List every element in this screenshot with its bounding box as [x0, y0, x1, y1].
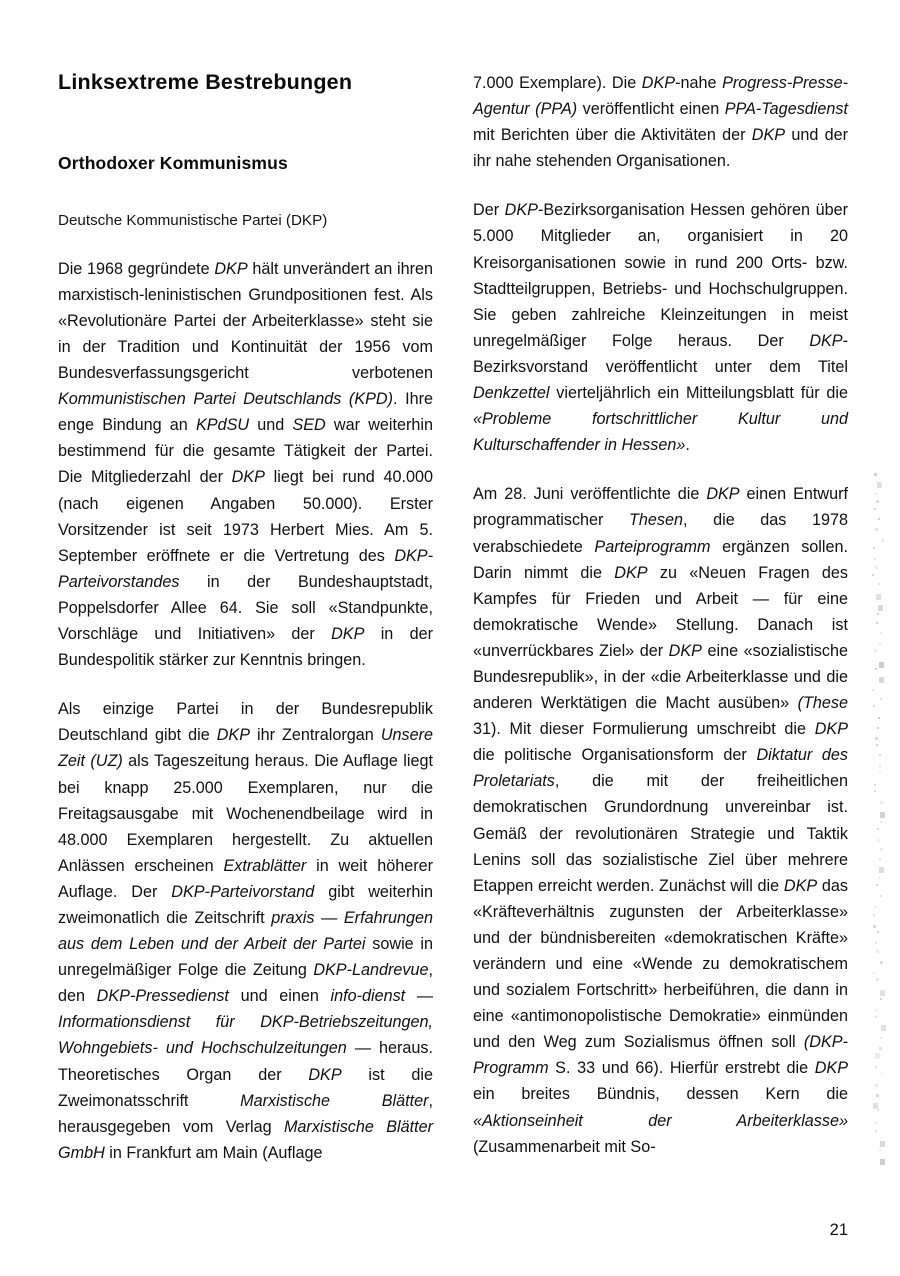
emphasis-run: DKP	[809, 331, 843, 350]
emphasis-run: DKP	[614, 563, 648, 582]
scan-speckle	[879, 771, 881, 773]
text-run: in weit höherer Auflage. Der	[58, 856, 433, 901]
text-run: und einen	[228, 987, 331, 1006]
emphasis-run: DKP	[308, 1065, 342, 1084]
text-run: , die das 1978 verabschiedete	[473, 511, 848, 556]
text-run: liegt bei rund 40.000 (nach eigenen Angaben 50.000). Erster Vorsitzender ist seit 1973 Herbert Mies. Am 5. September eröffnete er die Vertretung des	[58, 468, 433, 565]
scan-speckle	[875, 942, 877, 944]
scan-speckle	[880, 1141, 885, 1147]
text-run: ihr Zentralorgan	[250, 726, 381, 745]
scan-speckle	[873, 925, 876, 928]
scan-speckle	[879, 1149, 881, 1151]
emphasis-run: DKP	[641, 74, 676, 92]
text-run: Der	[473, 201, 505, 220]
scan-speckle	[878, 518, 880, 520]
emphasis-run: info-dienst — Informationsdienst für DKP-Betriebszeitungen, Wohngebiets- und Hochschulzeitungen	[58, 987, 434, 1058]
text-run: Die 1968 gegründete	[58, 259, 215, 278]
scan-speckle	[879, 765, 881, 767]
scan-speckle	[878, 717, 880, 719]
emphasis-run: Marxistische Blätter	[240, 1091, 429, 1110]
scan-speckle	[879, 662, 884, 668]
scan-speckle	[875, 566, 878, 569]
emphasis-run: (These	[797, 694, 848, 713]
scan-speckle	[877, 931, 879, 933]
left-column-paragraphs	[58, 256, 433, 1166]
scan-speckle	[872, 689, 874, 691]
emphasis-run: (DKP-Programm	[473, 1033, 848, 1078]
section-heading: Orthodoxer Kommunismus	[58, 152, 288, 173]
emphasis-run: DKP-Landrevue	[313, 961, 429, 980]
text-run: war weiterhin bestimmend für die gesamte Tätigkeit der Partei. Die Mitgliederzahl der	[58, 416, 433, 487]
emphasis-run: Parteiprogramm	[594, 537, 711, 556]
text-run: gibt weiterhin zweimonatlich die Zeitschrift	[58, 882, 433, 927]
sub-heading: Deutsche Kommunistische Partei (DKP)	[58, 211, 328, 229]
text-run: vierteljährlich ein Mitteilungsblatt für die	[549, 384, 848, 403]
text-run: , den	[58, 961, 433, 1006]
emphasis-run: DKP	[668, 641, 702, 660]
scan-speckle	[877, 613, 879, 615]
text-run: -Bezirksvorstand veröffentlicht unter dem Titel	[473, 331, 848, 376]
scan-speckle	[876, 884, 878, 886]
scan-speckle	[873, 972, 875, 974]
text-run: als Tageszeitung heraus. Die Auflage liegt bei knapp 25.000 Exemplaren, nur die Freitagsausgabe mit Wochenendbeilage wird in 48.000 Exemplaren hergestellt. Zu aktuellen Anlässen erscheinen	[58, 752, 434, 875]
scan-speckle	[873, 547, 875, 549]
scan-speckle	[879, 643, 881, 645]
text-run: die politische Organisationsform der	[473, 746, 757, 765]
text-run: , die mit der freiheitlichen demokratischen Grundordnung unvereinbar ist. Gemäß der revolutionären Strategie und Taktik Lenins soll das sozialistische Ziel über mehrere Etappen erreicht werden. Zunächst will die	[473, 772, 848, 895]
emphasis-run: DKP	[214, 259, 248, 278]
scan-artifact-speckles	[872, 470, 888, 1170]
scan-speckle	[875, 528, 878, 531]
scan-speckle	[880, 998, 882, 1000]
scan-speckle	[875, 737, 878, 740]
scan-speckle	[879, 858, 881, 860]
emphasis-run: DKP	[331, 625, 365, 644]
scan-speckle	[874, 558, 876, 560]
paragraph	[58, 696, 433, 1166]
text-run: in der Bundeshauptstadt, Poppelsdorfer Allee 64. Sie soll «Standpunkte, Vorschläge und Initiativen» der	[58, 572, 433, 644]
text-run: 7.000 Exemplare). Die	[473, 74, 642, 92]
scan-speckle	[880, 632, 882, 634]
text-run: .	[685, 436, 690, 455]
page-content	[58, 70, 848, 1220]
emphasis-run: DKP	[706, 485, 740, 504]
paragraph	[58, 256, 433, 674]
scan-speckle	[875, 1053, 880, 1059]
text-run: sowie in unregelmäßiger Folge die Zeitung	[58, 935, 434, 980]
emphasis-run: DKP	[231, 468, 265, 487]
emphasis-run: DKP	[504, 201, 538, 220]
emphasis-run: «Probleme fortschrittlicher Kultur und Kulturschaffender in Hessen»	[473, 410, 848, 455]
scan-speckle	[879, 677, 884, 683]
scan-speckle	[877, 839, 880, 842]
paragraph	[473, 481, 848, 1159]
emphasis-run: «Aktionseinheit der Arbeiterklasse»	[473, 1111, 848, 1130]
text-run: veröffentlicht einen	[577, 100, 725, 119]
scan-speckle	[875, 1066, 877, 1068]
scan-speckle	[880, 801, 883, 804]
scan-speckle	[876, 500, 879, 503]
scan-speckle	[876, 744, 878, 746]
scan-speckle	[875, 493, 877, 495]
emphasis-run: DKP	[814, 1059, 848, 1078]
emphasis-run: Unsere Zeit (UZ)	[58, 726, 433, 771]
scan-speckle	[880, 848, 883, 851]
text-run: zu «Neuen Fragen des Kampfes für Frieden und Arbeit — für eine demokratische Wende» Stellung. Danach ist «unverrückbares Ziel» der	[473, 563, 848, 660]
emphasis-run: Progress-Presse-Agentur (PPA)	[473, 74, 848, 119]
emphasis-run: Kommunistischen Partei Deutschlands (KPD)	[58, 390, 393, 409]
scan-speckle	[876, 1094, 879, 1097]
text-run: einen Entwurf programmatischer	[473, 485, 848, 530]
scan-speckle	[880, 990, 885, 996]
scan-speckle	[873, 1103, 878, 1109]
text-run: ist die Zweimonatsschrift	[58, 1065, 433, 1110]
text-run: mit Berichten über die Aktivitäten der	[473, 126, 752, 145]
scan-speckle	[873, 914, 875, 916]
text-run: in Frankfurt am Main (Auflage	[104, 1143, 323, 1162]
emphasis-run: DKP	[783, 876, 818, 895]
text-run: ein breites Bündnis, dessen Kern die	[473, 1085, 848, 1104]
text-run: eine «sozialistische Bundesrepublik», in der «die Arbeiterklasse und die anderen Werktätigen die Macht ausüben»	[473, 641, 848, 713]
text-run: und der ihr nahe stehenden Organisationen.	[473, 126, 848, 171]
emphasis-run: Diktatur des Proletariats	[473, 746, 848, 791]
scan-speckle	[874, 790, 876, 792]
emphasis-run: praxis — Erfahrungen aus dem Leben und der Arbeit der Partei	[58, 908, 433, 954]
paragraph	[473, 197, 848, 458]
text-run: das «Kräfteverhältnis zugunsten der Arbeiterklasse» und der bündnisbereiten «demokratischen Kräfte» verändern und eine «Wende zu demokratischem und sozialem Fortschritt» herbeiführen, die dann in eine «antimonopolistische Demokratie» einmünden und den Weg zum Sozialismus öffnen soll	[473, 876, 848, 1052]
text-run: hält unverändert an ihren marxistisch-leninistischen Grundpositionen fest. Als «Revolutionäre Partei der Arbeiterklasse» steht sie in der Tradition und Kontinuität der 1956 vom Bundesverfassungsgericht verbotenen	[58, 259, 434, 383]
right-column	[473, 70, 848, 1160]
scan-speckle	[875, 1084, 878, 1087]
scan-speckle	[875, 1009, 878, 1012]
text-run: Als einzige Partei in der Bundesrepublik Deutschland gibt die	[58, 700, 433, 745]
scan-speckle	[874, 906, 876, 908]
emphasis-run: DKP	[814, 720, 848, 739]
paragraph	[473, 70, 848, 174]
scan-speckle	[881, 1073, 883, 1075]
scan-speckle	[880, 812, 885, 818]
emphasis-run: Extrablätter	[223, 856, 307, 875]
scan-speckle	[876, 950, 879, 953]
emphasis-run: Marxistische Blätter GmbH	[58, 1117, 433, 1162]
scan-speckle	[873, 705, 875, 707]
scan-speckle	[875, 1016, 877, 1018]
emphasis-run: SED	[292, 416, 326, 435]
text-run: ergänzen sollen. Darin nimmt die	[473, 537, 848, 582]
scan-speckle	[876, 978, 879, 981]
scan-speckle	[880, 1159, 885, 1165]
scan-speckle	[877, 482, 882, 488]
scan-speckle	[876, 622, 878, 624]
text-run: 31). Mit dieser Formulierung umschreibt die	[473, 720, 815, 739]
text-run: und	[249, 416, 293, 435]
text-run: . Ihre enge Bindung an	[58, 390, 433, 435]
emphasis-run: Thesen	[629, 511, 684, 530]
scan-speckle	[875, 1130, 877, 1132]
text-run: Am 28. Juni veröffentlichte die	[473, 485, 707, 504]
page-number: 21	[829, 1221, 848, 1239]
scan-speckle	[881, 1025, 886, 1031]
scan-speckle	[878, 583, 880, 585]
scan-speckle	[880, 895, 882, 897]
scan-speckle	[880, 1037, 882, 1039]
emphasis-run: PPA-Tagesdienst	[724, 100, 848, 119]
text-run: — heraus. Theoretisches Organ der	[58, 1039, 433, 1084]
scan-speckle	[877, 727, 879, 729]
text-run: -nahe	[675, 74, 723, 92]
page-title: Linksextreme Bestrebungen	[58, 70, 353, 94]
emphasis-run: DKP-Parteivorstandes	[58, 546, 433, 591]
text-run: -Bezirksorganisation Hessen gehören über 5.000 Mitglieder an, organisiert in 20 Kreisorganisationen sowie in rund 200 Orts- bzw. Stadtteilgruppen, Betriebs- und Hochschulgruppen. Sie geben zahlreiche Kleinzeitungen in meist unregelmäßiger Folge heraus. Der	[473, 201, 848, 350]
emphasis-run: DKP	[216, 726, 251, 745]
scan-speckle	[876, 594, 881, 600]
text-run: , herausgegeben vom Verlag	[58, 1091, 434, 1136]
scan-speckle	[878, 605, 883, 611]
scan-speckle	[874, 784, 876, 786]
scan-speckle	[879, 1047, 882, 1050]
scan-speckle	[879, 867, 884, 873]
two-column-layout	[58, 70, 848, 1166]
scan-speckle	[875, 1122, 877, 1124]
text-run: S. 33 und 66). Hierfür erstrebt die	[548, 1059, 815, 1078]
scan-speckle	[880, 698, 882, 700]
scan-speckle	[874, 508, 876, 510]
emphasis-run: DKP-Pressedienst	[96, 987, 229, 1006]
scan-speckle	[875, 668, 877, 670]
scan-speckle	[880, 961, 883, 964]
text-run: (Zusammenarbeit mit So-	[473, 1137, 656, 1156]
text-run: in der Bundespolitik stärker zur Kenntnis bringen.	[58, 625, 433, 670]
emphasis-run: Denkzettel	[473, 384, 550, 403]
scan-speckle	[880, 821, 882, 823]
scan-speckle	[874, 649, 877, 652]
scan-speckle	[877, 828, 879, 830]
right-column-paragraphs	[473, 70, 848, 1160]
emphasis-run: KPdSU	[195, 416, 250, 435]
scan-speckle	[872, 574, 874, 576]
emphasis-run: DKP-Parteivorstand	[171, 882, 315, 901]
left-column	[58, 70, 433, 1166]
scan-speckle	[881, 539, 884, 542]
scan-speckle	[877, 1109, 879, 1111]
scan-speckle	[878, 877, 880, 879]
scan-speckle	[874, 473, 877, 476]
scan-speckle	[879, 754, 881, 756]
emphasis-run: DKP	[751, 126, 786, 145]
